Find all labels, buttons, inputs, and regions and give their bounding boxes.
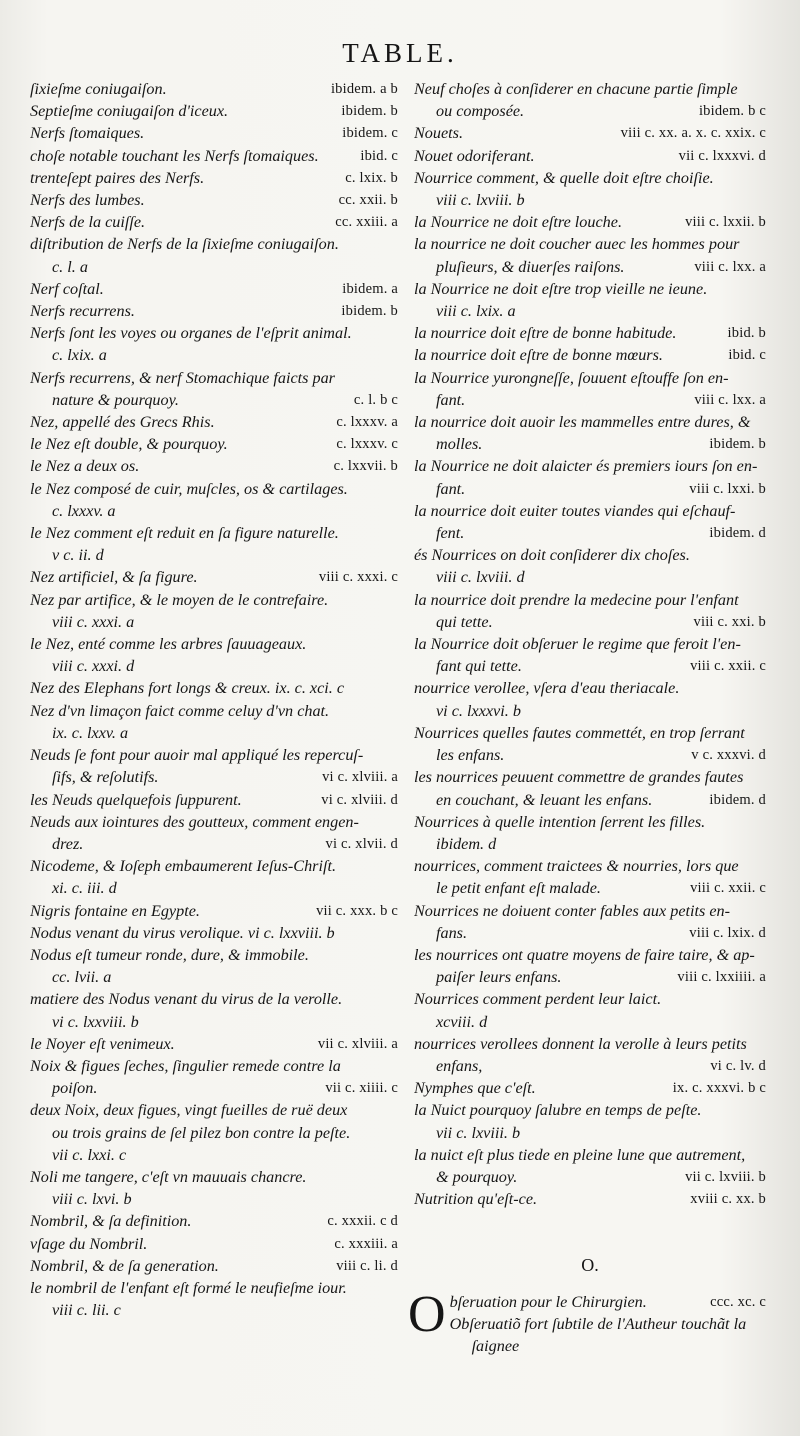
index-entry [414,811,766,855]
entry-continuation: vii c. xiiii. c poiſon. [30,1077,398,1099]
index-entry [414,211,766,233]
entry-text: la Nourrice yurongneſſe, ſouuent eſtouffe ſon en- [414,368,729,387]
entry-text: la Nourrice ne doit alaicter és premiers iours ſon en- [414,457,758,476]
entry-continuation: vi c. lxxviii. b [52,1012,139,1031]
entry-continuation: ibidem. b molles. [414,433,766,455]
entry-text: nourrices verollees donnent la verolle à leurs petits [414,1034,747,1053]
entry-continuation: vi c. lxxxvi. b [436,701,521,720]
entry-text: ibidem. b Septieſme coniugaiſon d'iceux. [30,100,398,122]
index-entry [30,988,398,1032]
index-entry [30,145,398,167]
index-entry [30,478,398,522]
entry-reference: vii c. lxxxvi. d [678,147,766,164]
index-entry [30,855,398,899]
entry-text: Nourrice comment, & quelle doit eſtre choiſie. [414,168,714,187]
entry-text: xviii c. xx. b Nutrition qu'eſt-ce. [414,1188,766,1210]
entry-text: ibid. c la nourrice doit eſtre de bonne mœurs. [414,344,766,366]
entry-reference: c. l. b c [353,391,398,408]
entry-reference: vii c. xiiii. c [325,1080,398,1097]
entry-continuation: viii c. lxviii. d [436,568,525,587]
entry-reference: viii c. lxxi. b [689,480,766,497]
entry-reference: viii c. xxii. c [690,658,766,675]
index-entry [414,633,766,677]
index-entry [30,411,398,433]
entry-text: c. lxxxv. c le Nez eſt double, & pourquoy. [30,433,398,455]
index-entry [30,100,398,122]
index-entry [414,766,766,810]
index-entry [414,344,766,366]
entry-reference: ibidem. d [709,791,766,808]
entry-text: ix. c. xxxvi. b c Nymphes que c'eſt. [414,1077,766,1099]
index-entry [30,589,398,633]
index-entry [30,744,398,788]
entry-text: vi c. xlviii. d les Neuds quelquefois ſuppurent. [30,789,398,811]
entry-reference: v c. xxxvi. d [691,747,766,764]
index-entry [30,167,398,189]
entry-reference: viii c. lxxiiii. a [677,969,766,986]
entry-continuation: ibidem. d [436,834,497,853]
entry-text: c. lxxxv. a Nez, appellé des Grecs Rhis. [30,411,398,433]
index-entry [30,1055,398,1099]
index-entry [30,900,398,922]
entry-text: Noli me tangere, c'eſt vn mauuais chancre. [30,1167,307,1186]
entry-text: c. lxix. b trenteſept paires des Nerfs. [30,167,398,189]
entry-text: Nerfs ſont les voyes ou organes de l'eſprit animal. [30,324,352,343]
entry-reference: ibid. c [360,147,398,164]
entry-reference: vii c. lxviii. b [685,1168,766,1185]
entry-text: Nez des Elephans fort longs & creux. ix. c. xci. c [30,679,345,698]
index-entry [30,233,398,277]
entry-text: Nez d'vn limaçon faict comme celuy d'vn chat. [30,701,330,720]
entry-reference: viii c. xxxi. c [318,569,398,586]
entry-text: c. lxxvii. b le Nez a deux os. [30,455,398,477]
entry-reference: c. lxxxv. a [336,414,398,431]
entry-continuation: vi c. xlvii. d drez. [30,833,398,855]
entry-continuation: xi. c. iii. d [52,879,117,898]
entry-continuation: vi c. lv. d enfans, [414,1055,766,1077]
entry-continuation: cc. lvii. a [52,968,112,987]
entry-text: nourrice verollee, vſera d'eau theriacale. [414,679,680,698]
entry-text: matiere des Nodus venant du virus de la verolle. [30,990,343,1009]
entry-reference: ibid. c [728,347,766,364]
entry-reference: vi c. xlvii. d [325,835,398,852]
entry-reference: ix. c. xxxvi. b c [672,1080,766,1097]
entry-text: vii c. lxxxvi. d Nouet odoriferant. [414,145,766,167]
index-entry [414,278,766,322]
entry-text: Noix & figues ſeches, ſingulier remede contre la [30,1056,341,1075]
entry-reference: ibidem. d [709,525,766,542]
entry-text: Neuds aux iointures des goutteux, comment engen- [30,812,359,831]
entry-continuation: c. lxxxv. a [52,501,116,520]
index-entry [414,722,766,766]
entry-reference: ibidem. c [342,125,398,142]
entry-continuation: ou trois grains de ſel pilez bon contre la peſte. [52,1123,351,1142]
entry-reference: c. xxxiii. a [334,1235,398,1252]
entry-reference: cc. xxiii. a [335,214,398,231]
entry-text: le Nez comment eſt reduit en ſa figure naturelle. [30,524,339,543]
entry-text: ibidem. b Nerfs recurrens. [30,300,398,322]
entry-continuation: ibidem. d en couchant, & leuant les enfans. [414,789,766,811]
entry-continuation: viii c. lxix. a [436,302,516,321]
index-entry [30,1277,398,1321]
index-entry [30,811,398,855]
entry-text: la Nourrice ne doit eſtre trop vieille ne ieune. [414,279,708,298]
index-entry [30,1210,398,1232]
entry-reference: ibidem. b [341,103,398,120]
entry-reference: viii c. xxi. b [693,613,766,630]
entry-continuation: c. l. b c nature & pourquoy. [30,389,398,411]
index-entry [414,367,766,411]
entry-reference: c. xxxii. c d [327,1213,398,1230]
entry-text: la nourrice doit auoir les mammelles entre dures, & [414,413,751,432]
entry-text: Nodus eſt tumeur ronde, dure, & immobile. [30,945,309,964]
entry-reference: c. lxix. b [345,169,398,186]
entry-continuation: viii c. lxxiiii. a paiſer leurs enfans. [414,966,766,988]
entry-text: les nourrices ont quatre moyens de faire taire, & ap- [414,945,755,964]
entry-reference: viii c. xx. a. x. c. xxix. c [620,125,766,142]
entry-text: deux Noix, deux figues, vingt fueilles de ruë deux [30,1101,348,1120]
entry-reference: viii c. lxix. d [689,924,766,941]
entry-continuation: viii c. xxxi. d [52,657,135,676]
index-entry [30,1099,398,1166]
page-title: TABLE. [342,38,458,68]
index-entry [30,189,398,211]
entry-text: la Nourrice doit obſeruer le regime que feroit l'en- [414,635,741,654]
index-entry [30,367,398,411]
entry-text: ibidem. c Nerfs ſtomaiques. [30,122,398,144]
entry-text: le Nez composé de cuir, muſcles, os & cartilages. [30,479,348,498]
index-entry [30,211,398,233]
entry-text: Nicodeme, & Ioſeph embaumerent Ieſus-Chriſt. [30,857,336,876]
entry-reference: viii c. lxxii. b [685,214,766,231]
entry-continuation: c. lxix. a [52,346,107,365]
entry-continuation: vi c. xlviii. a ſifs, & reſolutifs. [30,766,398,788]
entry-text: Nez par artifice, & le moyen de le contrefaire. [30,590,329,609]
entry-text: la nourrice ne doit coucher auec les hommes pour [414,235,740,254]
entry-continuation: ibidem. d fent. [414,522,766,544]
index-entry [414,544,766,588]
index-entry [414,167,766,211]
entry-reference: c. lxxxv. c [336,436,398,453]
index-entry [414,900,766,944]
entry-text: Neuf choſes à conſiderer en chacune partie ſimple [414,80,738,98]
entry-reference: vii c. xlviii. a [317,1035,398,1052]
entry-text: Nodus venant du virus verolique. vi c. lxxviii. b [30,923,335,942]
index-entry [30,922,398,944]
entry-reference: vi c. xlviii. a [322,769,398,786]
entry-reference: vi c. xlviii. d [321,791,398,808]
index-entry [414,78,766,122]
entry-text: ibidem. a b ſixieſme coniugaiſon. [30,78,398,100]
entry-reference: vii c. xxx. b c [316,902,398,919]
entry-continuation: c. l. a [52,257,88,276]
entry-continuation: viii c. xxi. b qui tette. [414,611,766,633]
entry-continuation: viii c. lxvi. b [52,1190,132,1209]
entry-text: viii c. li. d Nombril, & de ſa generation. [30,1255,398,1277]
index-entry [414,1291,766,1313]
entry-text: vii c. xlviii. a le Noyer eſt venimeux. [30,1033,398,1055]
entry-text: diſtribution de Nerfs de la ſixieſme coniugaiſon. [30,235,339,254]
index-entry [414,1188,766,1210]
index-entry [30,78,398,100]
index-entry [30,789,398,811]
entry-continuation: viii c. lxix. d fans. [414,922,766,944]
index-column-left [30,78,398,1321]
entry-continuation: ibidem. b c ou composée. [414,100,766,122]
entry-text: cc. xxii. b Nerfs des lumbes. [30,189,398,211]
index-entry [414,1313,766,1357]
entry-text: ibid. c choſe notable touchant les Nerfs ſtomaiques. [30,145,398,167]
section-letter: O. [581,1255,599,1276]
entry-text: és Nourrices on doit conſiderer dix choſes. [414,546,690,565]
index-entry [414,145,766,167]
index-entry [414,322,766,344]
entry-continuation: viii c. xxii. c fant qui tette. [414,655,766,677]
entry-text: Nourrices ne doiuent conter fables aux petits en- [414,901,731,920]
index-entry [30,677,398,699]
entry-reference: ibidem. a b [330,81,398,97]
entry-text: Nourrices comment perdent leur laict. [414,990,662,1009]
index-entry [30,700,398,744]
index-entry [414,233,766,277]
index-entry [414,122,766,144]
entry-reference: ibidem. b c [698,103,766,120]
index-entry [30,278,398,300]
entry-reference: ibidem. a [342,280,398,297]
entry-text: ibid. b la nourrice doit eſtre de bonne habitude. [414,322,766,344]
entry-continuation: viii c. lxx. a fant. [414,389,766,411]
entry-text: c. xxxii. c d Nombril, & ſa definition. [30,1210,398,1232]
entry-text: la nourrice doit euiter toutes viandes qui eſchauf- [414,501,736,520]
index-entry [414,677,766,721]
entry-reference: viii c. lxx. a [694,258,766,275]
section-o-entries [408,1285,766,1358]
entry-continuation: viii c. lxviii. b [436,191,525,210]
entry-continuation: viii c. xxxi. a [52,612,135,631]
entry-text: viii c. lxxii. b la Nourrice ne doit eſtre louche. [414,211,766,233]
entry-reference: cc. xxii. b [338,192,398,209]
entry-text: les nourrices peuuent commettre de grandes fautes [414,768,744,787]
entry-text: ibidem. a Nerf coſtal. [30,278,398,300]
entry-reference: ibidem. b [341,303,398,320]
index-entry [30,1033,398,1055]
index-entry [30,944,398,988]
index-entry [30,633,398,677]
entry-text: Neuds ſe font pour auoir mal appliqué les repercuſ- [30,746,364,765]
entry-text: le nombril de l'enfant eſt formé le neufieſme iour. [30,1278,347,1297]
entry-text: cc. xxiii. a Nerfs de la cuiſſe. [30,211,398,233]
index-entry [30,1233,398,1255]
entry-continuation: viii c. lxx. a pluſieurs, & diuerſes raiſons. [414,256,766,278]
entry-text: la nuict eſt plus tiede en pleine lune que autrement, [414,1145,746,1164]
index-entry [414,1144,766,1188]
index-entry [30,566,398,588]
index-entry [30,322,398,366]
entry-reference: viii c. li. d [336,1257,398,1274]
index-entry [414,589,766,633]
entry-text: le Nez, enté comme les arbres ſauuageaux. [30,635,307,654]
index-entry [414,1077,766,1099]
index-entry [30,122,398,144]
entry-reference: ccc. xc. c [710,1293,766,1310]
entry-text: la Nuict pourquoy ſalubre en temps de peſte. [414,1101,702,1120]
index-entry [30,433,398,455]
index-column-right [408,78,766,1357]
index-entry [30,1255,398,1277]
entry-reference: viii c. xxii. c [690,880,766,897]
entry-text: nourrices, comment traictees & nourries, lors que [414,857,739,876]
index-entry [414,455,766,499]
entry-reference: ibidem. b [709,436,766,453]
entry-reference: ibid. b [727,325,766,342]
entry-text: Nourrices quelles fautes commettét, en trop ſerrant [414,723,745,742]
entry-reference: xviii c. xx. b [690,1191,766,1208]
index-entry [414,500,766,544]
entry-continuation: vii c. lxxi. c [52,1145,127,1164]
entry-text: c. xxxiii. a vſage du Nombril. [30,1233,398,1255]
index-entry [414,855,766,899]
index-entry [30,455,398,477]
entry-text: Nerfs recurrens, & nerf Stomachique faicts par [30,368,335,387]
index-entry [414,988,766,1032]
entry-reference: viii c. lxx. a [694,391,766,408]
entry-continuation: ſaignee [471,1336,520,1355]
entry-continuation: vii c. lxviii. b [436,1123,521,1142]
index-entry [414,411,766,455]
entry-text: Obſeruatiõ fort ſubtile de l'Autheur touchãt la [449,1314,747,1333]
index-entry [30,1166,398,1210]
entry-continuation: v c. ii. d [52,546,104,565]
index-entry [414,944,766,988]
entry-continuation: v c. xxxvi. d les enfans. [414,744,766,766]
entry-continuation: viii c. lxxi. b fant. [414,478,766,500]
entry-reference: c. lxxvii. b [333,458,398,475]
index-entry [414,1033,766,1077]
entry-reference: vi c. lv. d [710,1057,766,1074]
entry-text: ccc. xc. c bſeruation pour le Chirurgien. [450,1291,766,1313]
drop-capital: O [408,1285,446,1343]
entry-text: viii c. xx. a. x. c. xxix. c Nouets. [414,122,766,144]
entry-continuation: xcviii. d [436,1012,488,1031]
index-entry [30,522,398,566]
entry-continuation: viii c. xxii. c le petit enfant eſt malade. [414,877,766,899]
index-entry [30,300,398,322]
entry-continuation: viii c. lii. c [52,1301,121,1320]
entry-text: vii c. xxx. b c Nigris fontaine en Egypte. [30,900,398,922]
entry-continuation: ix. c. lxxv. a [52,723,129,742]
index-entry [414,1099,766,1143]
entry-text: viii c. xxxi. c Nez artificiel, & ſa figure. [30,566,398,588]
entry-continuation: vii c. lxviii. b & pourquoy. [414,1166,766,1188]
entry-text: Nourrices à quelle intention ſerrent les filles. [414,812,706,831]
entry-text: la nourrice doit prendre la medecine pour l'enfant [414,590,739,609]
